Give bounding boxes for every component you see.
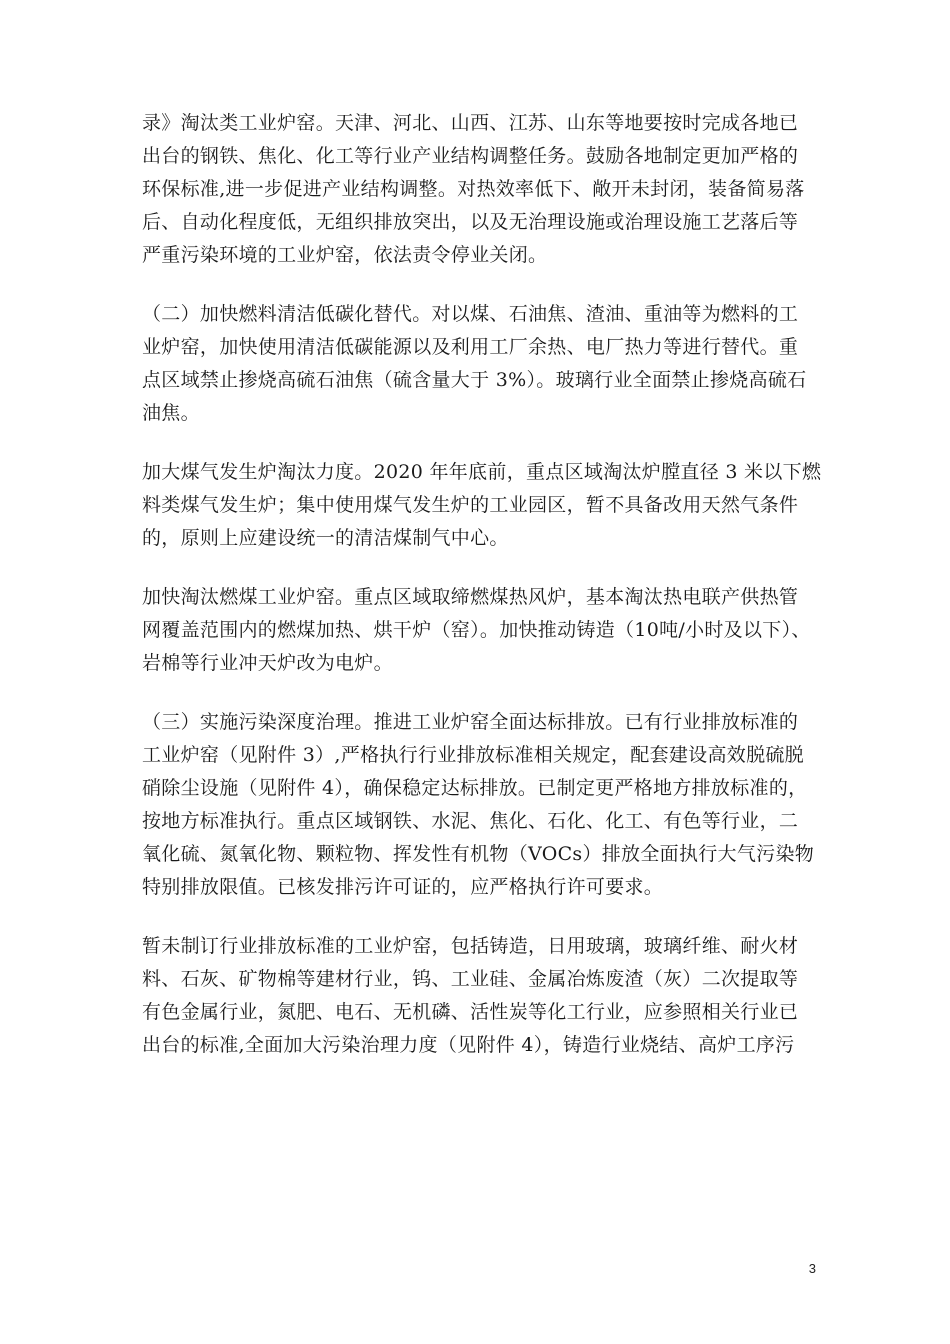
text-line: 出台的钢铁、焦化、化工等行业产业结构调整任务。鼓励各地制定更加严格的 — [142, 145, 799, 167]
paragraph-6 — [142, 930, 814, 1062]
paragraph-3 — [142, 456, 822, 555]
text-line: 网覆盖范围内的燃煤加热、烘干炉（窑）。加快推动铸造（10吨/小时及以下）、 — [142, 619, 811, 641]
paragraph-5 — [142, 706, 814, 904]
text-line: 暂未制订行业排放标准的工业炉窑，包括铸造，日用玻璃，玻璃纤维、耐火材 — [142, 935, 799, 957]
text-line: 点区域禁止掺烧高硫石油焦（硫含量大于 3%）。玻璃行业全面禁止掺烧高硫石 — [142, 369, 807, 391]
text-line: 业炉窑，加快使用清洁低碳能源以及利用工厂余热、电厂热力等进行替代。重 — [142, 336, 799, 358]
text-line: 料、石灰、矿物棉等建材行业，钨、工业硅、金属冶炼废渣（灰）二次提取等 — [142, 968, 799, 990]
text-line: 环保标准,进一步促进产业结构调整。对热效率低下、敞开未封闭，装备简易落 — [142, 178, 805, 200]
text-line: 后、自动化程度低，无组织排放突出，以及无治理设施或治理设施工艺落后等 — [142, 211, 799, 233]
text-line: 出台的标准,全面加大污染治理力度（见附件 4），铸造行业烧结、高炉工序污 — [142, 1034, 795, 1056]
paragraph-1 — [142, 107, 814, 272]
text-line: 硝除尘设施（见附件 4），确保稳定达标排放。已制定更严格地方排放标准的， — [142, 777, 808, 799]
text-line: 料类煤气发生炉；集中使用煤气发生炉的工业园区，暂不具备改用天然气条件 — [142, 494, 799, 516]
text-line: 有色金属行业，氮肥、电石、无机磷、活性炭等化工行业，应参照相关行业已 — [142, 1001, 799, 1023]
text-line: 加大煤气发生炉淘汰力度。2020 年年底前，重点区域淘汰炉膛直径 3 米以下燃 — [142, 461, 822, 483]
paragraph-4 — [142, 581, 814, 680]
text-line: 特别排放限值。已核发排污许可证的，应严格执行许可要求。 — [142, 876, 664, 898]
text-line: 严重污染环境的工业炉窑，依法责令停业关闭。 — [142, 244, 548, 266]
text-line: 油焦。 — [142, 402, 200, 424]
document-body — [142, 107, 822, 1088]
text-line: 录》淘汰类工业炉窑。天津、河北、山西、江苏、山东等地要按时完成各地已 — [142, 112, 799, 134]
paragraph-2 — [142, 298, 814, 430]
text-line: 按地方标准执行。重点区域钢铁、水泥、焦化、石化、化工、有色等行业，二 — [142, 810, 799, 832]
text-line: 岩棉等行业冲天炉改为电炉。 — [142, 652, 393, 674]
text-line: （三）实施污染深度治理。推进工业炉窑全面达标排放。已有行业排放标准的 — [142, 711, 799, 733]
text-line: 工业炉窑（见附件 3）,严格执行行业排放标准相关规定，配套建设高效脱硫脱 — [142, 744, 804, 766]
text-line: 的，原则上应建设统一的清洁煤制气中心。 — [142, 527, 509, 549]
page-number: 3 — [808, 1261, 816, 1276]
text-line: （二）加快燃料清洁低碳化替代。对以煤、石油焦、渣油、重油等为燃料的工 — [142, 303, 799, 325]
text-line: 加快淘汰燃煤工业炉窑。重点区域取缔燃煤热风炉，基本淘汰热电联产供热管 — [142, 586, 799, 608]
text-line: 氧化硫、氮氧化物、颗粒物、挥发性有机物（VOCs）排放全面执行大气污染物 — [142, 843, 815, 865]
